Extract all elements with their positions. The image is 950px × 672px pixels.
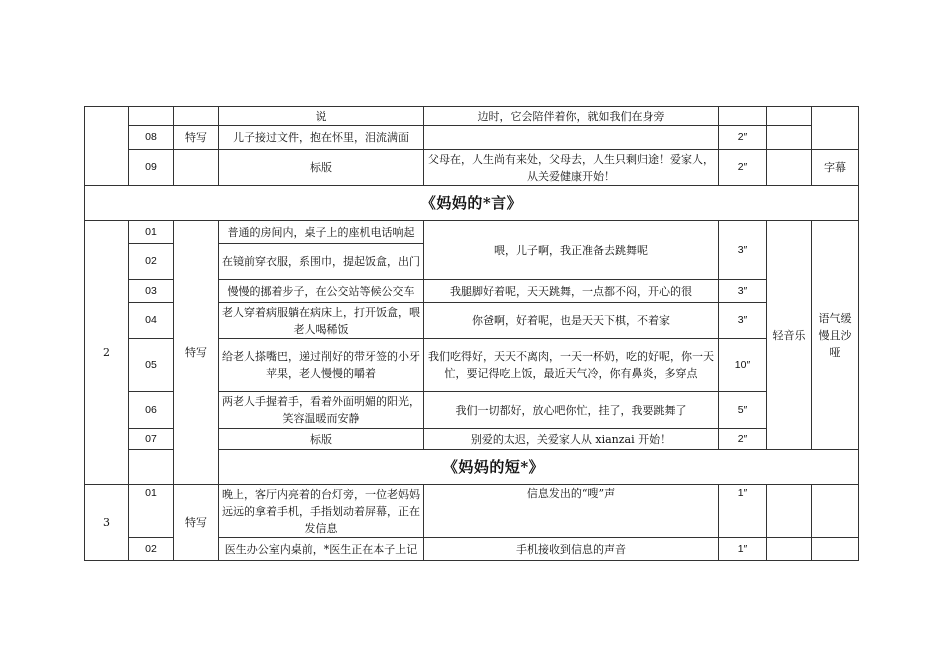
duration-cell: 2″ (719, 126, 767, 150)
index-cell: 2 (85, 221, 129, 485)
storyboard-table (84, 106, 859, 561)
duration-cell: 1″ (719, 485, 767, 538)
num-cell: 01 (129, 485, 174, 538)
music-cell: 轻音乐 (767, 221, 812, 450)
content-cell: 给老人搽嘴巴，递过削好的带牙签的小牙苹果，老人慢慢的嚼着 (219, 339, 424, 392)
duration-cell: 10″ (719, 339, 767, 392)
content-cell: 两老人手握着手，看着外面明媚的阳光，笑容温暖而安静 (219, 392, 424, 429)
note-cell (812, 107, 859, 150)
num-cell (129, 107, 174, 126)
duration-cell (719, 107, 767, 126)
note-cell (812, 538, 859, 561)
shot-cell (174, 107, 219, 126)
duration-cell: 1″ (719, 538, 767, 561)
num-cell: 06 (129, 392, 174, 429)
section-title: 《妈妈的*言》 (85, 186, 859, 221)
duration-cell: 3″ (719, 221, 767, 280)
section-title: 《妈妈的短*》 (129, 450, 859, 485)
content-cell: 在镜前穿衣服，系围巾，提起饭盒，出门 (219, 244, 424, 280)
content-cell: 医生办公室内桌前，*医生正在本子上记 (219, 538, 424, 561)
table-row (85, 150, 859, 186)
music-cell (767, 107, 812, 126)
audio-cell (424, 126, 719, 150)
content-cell: 说 (219, 107, 424, 126)
audio-cell: 我们吃得好，天天不离肉，一天一杯奶，吃的好呢，你一天忙，要记得吃上饭，最近天气冷，你有鼻炎，多穿点 (424, 339, 719, 392)
content-cell: 老人穿着病服躺在病床上，打开饭盒，喂老人喝稀饭 (219, 303, 424, 339)
content-cell: 儿子接过文件，抱在怀里，泪流满面 (219, 126, 424, 150)
audio-cell: 我们一切都好，放心吧你忙，挂了，我要跳舞了 (424, 392, 719, 429)
index-cell: 3 (85, 485, 129, 561)
content-cell: 标版 (219, 429, 424, 450)
num-cell: 07 (129, 429, 174, 450)
music-cell (767, 485, 812, 538)
content-cell: 晚上，客厅内亮着的台灯旁，一位老妈妈远远的拿着手机，手指划动着屏幕，正在发信息 (219, 485, 424, 538)
shot-cell: 特写 (174, 221, 219, 485)
duration-cell: 2″ (719, 150, 767, 186)
audio-cell: 手机接收到信息的声音 (424, 538, 719, 561)
num-cell: 04 (129, 303, 174, 339)
audio-cell: 信息发出的“嗖”声 (424, 485, 719, 538)
content-cell: 慢慢的挪着步子，在公交站等候公交车 (219, 280, 424, 303)
num-cell: 01 (129, 221, 174, 244)
note-cell: 语气缓慢且沙哑 (812, 221, 859, 450)
shot-cell: 特写 (174, 126, 219, 150)
note-cell (812, 485, 859, 538)
duration-cell: 3″ (719, 280, 767, 303)
num-cell: 02 (129, 244, 174, 280)
num-cell: 05 (129, 339, 174, 392)
section-title-row (85, 186, 859, 221)
duration-cell: 3″ (719, 303, 767, 339)
shot-cell: 特写 (174, 485, 219, 561)
audio-cell: 你爸啊，好着呢，也是天天下棋，不着家 (424, 303, 719, 339)
shot-cell (174, 150, 219, 186)
table-row (85, 126, 859, 150)
music-cell (767, 126, 812, 150)
audio-cell: 我腿脚好着呢，天天跳舞，一点都不闷，开心的很 (424, 280, 719, 303)
music-cell (767, 150, 812, 186)
num-cell: 08 (129, 126, 174, 150)
num-cell: 03 (129, 280, 174, 303)
audio-cell: 边时，它会陪伴着你，就如我们在身旁 (424, 107, 719, 126)
table-row (85, 107, 859, 126)
music-cell (767, 538, 812, 561)
audio-cell: 父母在，人生尚有来处，父母去，人生只剩归途！爱家人，从关爱健康开始！ (424, 150, 719, 186)
content-cell: 标版 (219, 150, 424, 186)
table-row (85, 485, 859, 538)
audio-cell: 别爱的太迟，关爱家人从 xianzai 开始！ (424, 429, 719, 450)
num-cell: 09 (129, 150, 174, 186)
num-cell: 02 (129, 538, 174, 561)
audio-cell: 喂，儿子啊，我正准备去跳舞呢 (424, 221, 719, 280)
note-cell: 字幕 (812, 150, 859, 186)
table-row (85, 221, 859, 244)
duration-cell: 2″ (719, 429, 767, 450)
content-cell: 普通的房间内，桌子上的座机电话响起 (219, 221, 424, 244)
duration-cell: 5″ (719, 392, 767, 429)
index-cell (85, 107, 129, 186)
section-title-row (85, 450, 859, 485)
